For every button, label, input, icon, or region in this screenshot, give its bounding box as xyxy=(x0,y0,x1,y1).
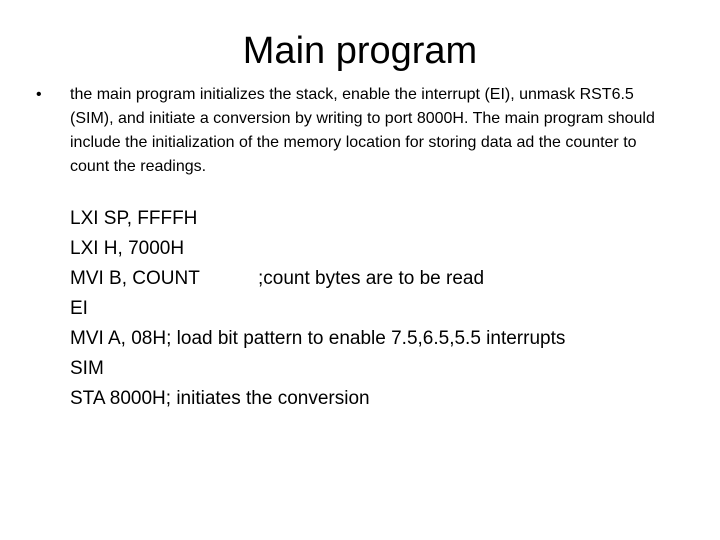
code-instruction: MVI A, 08H xyxy=(70,328,167,349)
code-line xyxy=(70,264,710,294)
code-instruction: SIM xyxy=(70,358,104,379)
code-line xyxy=(70,294,710,324)
bullet-text: the main program initializes the stack, enable the interrupt (EI), unmask RST6.5 (SIM), and initiate a conversion by writing to port 8000H. The main program should include the initialization of the memory location for storing data ad the counter to count the readings. xyxy=(70,86,655,175)
code-line xyxy=(70,354,710,384)
code-instruction: LXI H, 7000H xyxy=(70,238,185,259)
code-comment: ; load bit pattern to enable 7.5,6.5,5.5 interrupts xyxy=(166,328,566,349)
slide-title: Main program xyxy=(242,30,478,72)
code-instruction: EI xyxy=(70,298,88,319)
code-comment: ;count bytes are to be read xyxy=(258,268,485,289)
code-line xyxy=(70,204,710,234)
bullet-glyph: • xyxy=(36,86,42,103)
code-comment: ; initiates the conversion xyxy=(165,388,370,409)
bullet-item xyxy=(36,83,676,179)
code-line xyxy=(70,324,710,354)
code-line xyxy=(70,384,710,414)
code-line xyxy=(70,234,710,264)
code-instruction: LXI SP, FFFFH xyxy=(70,208,198,229)
code-instruction: STA 8000H xyxy=(70,388,166,409)
code-block xyxy=(70,204,710,414)
code-instruction: MVI B, COUNT xyxy=(70,268,200,289)
